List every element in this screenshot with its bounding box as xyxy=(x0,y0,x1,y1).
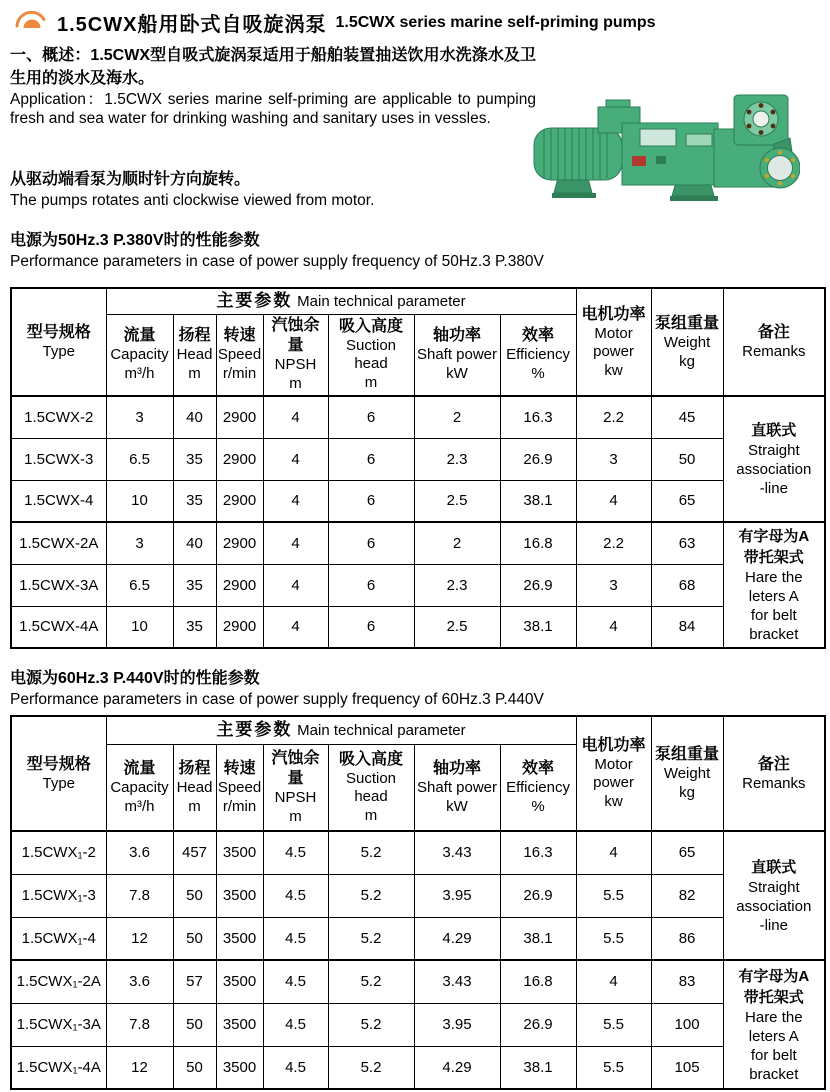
type-cell: 1.5CWX₁-3 xyxy=(11,874,106,917)
value-cell: 5.2 xyxy=(328,960,414,1003)
value-cell: 82 xyxy=(651,874,723,917)
value-cell: 2 xyxy=(414,522,500,564)
value-cell: 2.5 xyxy=(414,480,500,522)
col-header-npsh: 汽蚀余量 NPSH m xyxy=(263,744,328,831)
type-cell: 1.5CWX-2 xyxy=(11,396,106,438)
value-cell: 38.1 xyxy=(500,480,576,522)
col-header-remarks: 备注 Remanks xyxy=(723,716,825,831)
value-cell: 5.5 xyxy=(576,1003,651,1046)
section-50hz-zh: 电源为50Hz.3 P.380V时的性能参数 xyxy=(10,232,260,249)
remark-line: 带托架式 xyxy=(743,549,804,566)
value-cell: 105 xyxy=(651,1046,723,1089)
col-header-suction-head: 吸入高度 Suction head m xyxy=(328,744,414,831)
value-cell: 26.9 xyxy=(500,874,576,917)
value-cell: 457 xyxy=(173,831,216,874)
value-cell: 26.9 xyxy=(500,438,576,480)
table-row xyxy=(11,522,825,564)
type-cell: 1.5CWX-2A xyxy=(11,522,106,564)
table-row xyxy=(11,606,825,648)
remark-line: Straight xyxy=(747,878,800,896)
value-cell: 65 xyxy=(651,831,723,874)
value-cell: 3.43 xyxy=(414,831,500,874)
remark-line: Hare the xyxy=(745,1008,803,1026)
value-cell: 2900 xyxy=(216,438,263,480)
value-cell: 63 xyxy=(651,522,723,564)
value-cell: 35 xyxy=(173,438,216,480)
value-cell: 100 xyxy=(651,1003,723,1046)
col-header-head: 扬程 Head m xyxy=(173,744,216,831)
value-cell: 5.5 xyxy=(576,1046,651,1089)
value-cell: 3.6 xyxy=(106,960,173,1003)
remark-line: 有字母为A xyxy=(738,967,810,985)
brand-sun-arc-icon xyxy=(14,11,50,35)
value-cell: 5.2 xyxy=(328,874,414,917)
value-cell: 40 xyxy=(173,522,216,564)
value-cell: 2900 xyxy=(216,480,263,522)
value-cell: 35 xyxy=(173,606,216,648)
value-cell: 57 xyxy=(173,960,216,1003)
remark-line: leters A xyxy=(748,1027,799,1045)
table-60hz-header xyxy=(11,716,825,831)
value-cell: 3 xyxy=(106,522,173,564)
value-cell: 4.29 xyxy=(414,917,500,960)
page-title-zh: 1.5CWX船用卧式自吸旋涡泵 xyxy=(57,14,327,36)
value-cell: 3.95 xyxy=(414,874,500,917)
remark-line: 有字母为A xyxy=(738,528,810,545)
table-row xyxy=(11,480,825,522)
col-header-speed: 转速 Speed r/min xyxy=(216,744,263,831)
remark-line: for belt xyxy=(750,607,797,624)
value-cell: 3500 xyxy=(216,1003,263,1046)
value-cell: 83 xyxy=(651,960,723,1003)
value-cell: 12 xyxy=(106,1046,173,1089)
type-cell: 1.5CWX-4 xyxy=(11,480,106,522)
remark-line: 直联式 xyxy=(751,422,797,439)
value-cell: 5.2 xyxy=(328,917,414,960)
remark-line: bracket xyxy=(749,626,799,643)
value-cell: 16.3 xyxy=(500,831,576,874)
value-cell: 84 xyxy=(651,606,723,648)
remark-line: association xyxy=(736,897,812,915)
value-cell: 3500 xyxy=(216,917,263,960)
value-cell: 5.5 xyxy=(576,917,651,960)
col-header-motor-power: 电机功率 Motor power kw xyxy=(576,288,651,396)
rotation-text-en: The pumps rotates anti clockwise viewed from motor. xyxy=(10,192,375,209)
table-60hz-body xyxy=(11,831,825,1089)
value-cell: 3 xyxy=(576,564,651,606)
table-row xyxy=(11,438,825,480)
table-row xyxy=(11,960,825,1003)
value-cell: 6 xyxy=(328,522,414,564)
value-cell: 4 xyxy=(576,480,651,522)
value-cell: 45 xyxy=(651,396,723,438)
remark-straight-line xyxy=(723,396,825,522)
value-cell: 2.5 xyxy=(414,606,500,648)
value-cell: 5.2 xyxy=(328,831,414,874)
type-cell: 1.5CWX₁-3A xyxy=(11,1003,106,1046)
remark-line: 直联式 xyxy=(751,858,797,876)
overview-paragraph xyxy=(10,44,536,128)
type-cell: 1.5CWX₁-2 xyxy=(11,831,106,874)
value-cell: 5.2 xyxy=(328,1046,414,1089)
performance-table-50hz xyxy=(10,287,826,649)
remark-line: -line xyxy=(759,480,788,497)
value-cell: 4 xyxy=(263,564,328,606)
pump-foot-pad xyxy=(670,196,718,201)
page-header xyxy=(14,8,656,37)
remark-line: Straight xyxy=(747,442,800,459)
value-cell: 3.95 xyxy=(414,1003,500,1046)
value-cell: 6.5 xyxy=(106,564,173,606)
table-row xyxy=(11,396,825,438)
value-cell: 4 xyxy=(263,606,328,648)
value-cell: 4 xyxy=(263,438,328,480)
value-cell: 16.8 xyxy=(500,960,576,1003)
value-cell: 2900 xyxy=(216,396,263,438)
col-header-motor-power: 电机功率 Motor power kw xyxy=(576,716,651,831)
value-cell: 16.3 xyxy=(500,396,576,438)
rotation-text-zh: 从驱动端看泵为顺时针方向旋转。 xyxy=(10,171,251,188)
value-cell: 35 xyxy=(173,480,216,522)
value-cell: 3500 xyxy=(216,960,263,1003)
value-cell: 7.8 xyxy=(106,1003,173,1046)
value-cell: 7.8 xyxy=(106,874,173,917)
col-header-head: 扬程 Head m xyxy=(173,314,216,396)
nameplate xyxy=(640,129,676,146)
type-cell: 1.5CWX₁-2A xyxy=(11,960,106,1003)
section-50hz-label xyxy=(10,230,710,272)
value-cell: 2.2 xyxy=(576,522,651,564)
value-cell: 2900 xyxy=(216,606,263,648)
value-cell: 4.5 xyxy=(263,831,328,874)
value-cell: 4.5 xyxy=(263,917,328,960)
section-60hz-label xyxy=(10,668,710,710)
table-row xyxy=(11,1046,825,1089)
value-cell: 2900 xyxy=(216,522,263,564)
value-cell: 4.5 xyxy=(263,1003,328,1046)
value-cell: 10 xyxy=(106,606,173,648)
remark-straight-line xyxy=(723,831,825,960)
col-header-shaft-power: 轴功率 Shaft power kW xyxy=(414,744,500,831)
overview-text-en: Application：1.5CWX series marine self-priming are applicable to pumping fresh and sea water for drinking washing and sanitary uses in vessles. xyxy=(10,91,536,127)
col-header-shaft-power: 轴功率 Shaft power kW xyxy=(414,314,500,396)
value-cell: 50 xyxy=(173,1003,216,1046)
overview-text-zh: 一、概述：1.5CWX型自吸式旋涡泵适用于船舶装置抽送饮用水洗涤水及卫生用的淡水及海水。 xyxy=(10,47,536,87)
table-row xyxy=(11,874,825,917)
page-title-en: 1.5CWX series marine self-priming pumps xyxy=(335,13,656,31)
table-50hz-body xyxy=(11,396,825,648)
value-cell: 6 xyxy=(328,606,414,648)
value-cell: 35 xyxy=(173,564,216,606)
table-row xyxy=(11,1003,825,1046)
value-cell: 4.29 xyxy=(414,1046,500,1089)
type-cell: 1.5CWX-3 xyxy=(11,438,106,480)
value-cell: 5.5 xyxy=(576,874,651,917)
value-cell: 50 xyxy=(651,438,723,480)
col-group-main-parameters: 主要参数 Main technical parameter xyxy=(106,716,576,744)
value-cell: 6 xyxy=(328,438,414,480)
value-cell: 4.5 xyxy=(263,1046,328,1089)
value-cell: 38.1 xyxy=(500,917,576,960)
value-cell: 4 xyxy=(263,396,328,438)
value-cell: 6 xyxy=(328,564,414,606)
col-header-type: 型号规格 Type xyxy=(11,288,106,396)
col-group-main-parameters: 主要参数 Main technical parameter xyxy=(106,288,576,314)
value-cell: 3 xyxy=(106,396,173,438)
remark-belt-bracket xyxy=(723,522,825,648)
value-cell: 3 xyxy=(576,438,651,480)
value-cell: 6 xyxy=(328,396,414,438)
section-50hz-en: Performance parameters in case of power supply frequency of 50Hz.3 P.380V xyxy=(10,253,544,270)
value-cell: 3500 xyxy=(216,831,263,874)
value-cell: 12 xyxy=(106,917,173,960)
value-cell: 6.5 xyxy=(106,438,173,480)
type-cell: 1.5CWX-3A xyxy=(11,564,106,606)
value-cell: 2.3 xyxy=(414,564,500,606)
col-header-efficiency: 效率 Efficiency % xyxy=(500,314,576,396)
remark-line: 带托架式 xyxy=(743,988,804,1006)
type-cell: 1.5CWX₁-4A xyxy=(11,1046,106,1089)
col-header-efficiency: 效率 Efficiency % xyxy=(500,744,576,831)
value-cell: 50 xyxy=(173,1046,216,1089)
value-cell: 5.2 xyxy=(328,1003,414,1046)
table-row xyxy=(11,564,825,606)
col-header-suction-head: 吸入高度 Suction head m xyxy=(328,314,414,396)
table-row xyxy=(11,917,825,960)
col-header-remarks: 备注 Remanks xyxy=(723,288,825,396)
value-cell: 4.5 xyxy=(263,874,328,917)
value-cell: 4.5 xyxy=(263,960,328,1003)
value-cell: 6 xyxy=(328,480,414,522)
value-cell: 86 xyxy=(651,917,723,960)
remark-line: association xyxy=(736,461,812,478)
col-header-weight: 泵组重量 Weight kg xyxy=(651,716,723,831)
col-header-capacity: 流量 Capacity m³/h xyxy=(106,314,173,396)
value-cell: 16.8 xyxy=(500,522,576,564)
performance-table-60hz xyxy=(10,715,826,1090)
value-cell: 3500 xyxy=(216,874,263,917)
col-header-speed: 转速 Speed r/min xyxy=(216,314,263,396)
value-cell: 40 xyxy=(173,396,216,438)
value-cell: 2.3 xyxy=(414,438,500,480)
remark-line: for belt xyxy=(750,1046,797,1064)
section-60hz-en: Performance parameters in case of power supply frequency of 60Hz.3 P.440V xyxy=(10,691,544,708)
section-60hz-zh: 电源为60Hz.3 P.440V时的性能参数 xyxy=(10,670,260,687)
remark-line: Hare the xyxy=(745,569,803,586)
rotation-note xyxy=(10,168,570,210)
value-cell: 3.6 xyxy=(106,831,173,874)
value-cell: 50 xyxy=(173,917,216,960)
value-cell: 4 xyxy=(263,480,328,522)
col-header-capacity: 流量 Capacity m³/h xyxy=(106,744,173,831)
remark-line: -line xyxy=(759,916,788,934)
value-cell: 38.1 xyxy=(500,1046,576,1089)
value-cell: 2900 xyxy=(216,564,263,606)
value-cell: 2.2 xyxy=(576,396,651,438)
table-row xyxy=(11,831,825,874)
type-cell: 1.5CWX-4A xyxy=(11,606,106,648)
remark-line: bracket xyxy=(749,1065,799,1083)
value-cell: 26.9 xyxy=(500,1003,576,1046)
value-cell: 26.9 xyxy=(500,564,576,606)
value-cell: 68 xyxy=(651,564,723,606)
value-cell: 4 xyxy=(263,522,328,564)
value-cell: 3500 xyxy=(216,1046,263,1089)
col-header-type: 型号规格 Type xyxy=(11,716,106,831)
value-cell: 4 xyxy=(576,606,651,648)
value-cell: 65 xyxy=(651,480,723,522)
value-cell: 4 xyxy=(576,831,651,874)
value-cell: 2 xyxy=(414,396,500,438)
remark-line: leters A xyxy=(748,588,799,605)
col-header-npsh: 汽蚀余量 NPSH m xyxy=(263,314,328,396)
type-cell: 1.5CWX₁-4 xyxy=(11,917,106,960)
value-cell: 50 xyxy=(173,874,216,917)
value-cell: 10 xyxy=(106,480,173,522)
value-cell: 4 xyxy=(576,960,651,1003)
remark-belt-bracket xyxy=(723,960,825,1089)
value-cell: 38.1 xyxy=(500,606,576,648)
table-50hz-header xyxy=(11,288,825,396)
value-cell: 3.43 xyxy=(414,960,500,1003)
col-header-weight: 泵组重量 Weight kg xyxy=(651,288,723,396)
